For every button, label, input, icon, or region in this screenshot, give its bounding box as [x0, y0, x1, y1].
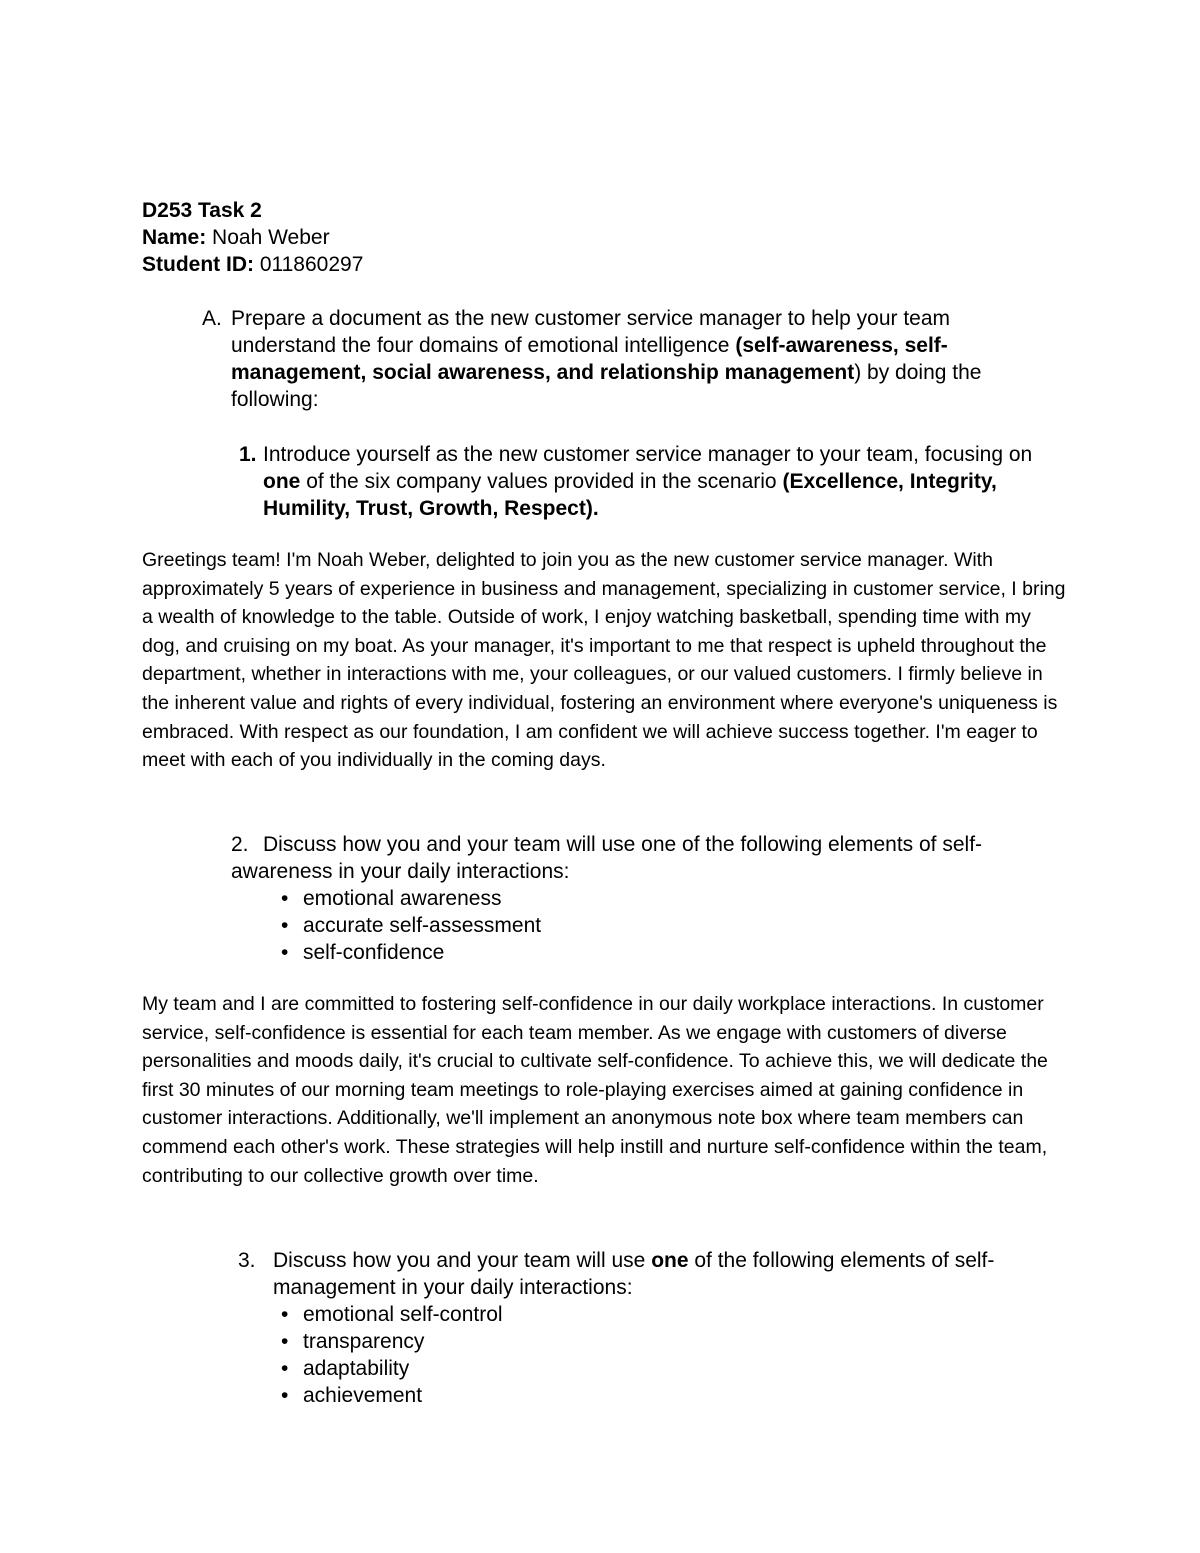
name-value: Noah Weber — [212, 226, 330, 249]
item-1-text-1: Introduce yourself as the new customer service manager to your team, focusing on — [263, 443, 1033, 466]
item-2-text: Discuss how you and your team will use one of the following elements of self-awareness in your daily interactions: — [231, 833, 983, 883]
task-a-marker: A. — [202, 307, 222, 330]
item-2-bullet: • emotional awareness — [281, 885, 1031, 912]
item-2-prompt — [231, 831, 1031, 966]
item-1-values: (Excellence, Integrity, Humility, Trust, Growth, Respect). — [263, 470, 997, 520]
item-1-text-2: of the six company values provided in the scenario — [306, 470, 777, 493]
name-label: Name — [142, 226, 200, 249]
item-3-bullet: • achievement — [281, 1382, 1053, 1409]
student-id-label: Student ID: — [142, 253, 254, 276]
document-title: D253 Task 2 — [142, 199, 262, 222]
task-a-text-2: ) by doing the following: — [231, 361, 982, 411]
student-id-line — [142, 251, 363, 278]
response-2-paragraph: My team and I are committed to fostering self-confidence in our daily workplace interactions. In customer service, self-confidence is essential for each team member. As we engage with customers of diverse personalities and moods daily, it's crucial to cultivate self-confidence. To achieve this, we will dedicate the first 30 minutes of our morning team meetings to role-playing exercises aimed at gaining confidence in customer interactions. Additionally, we'll implement an anonymous note box where team members can commend each other's work. These strategies will help instill and nurture self-confidence within the team, contributing to our collective growth over time. — [142, 993, 1048, 1187]
item-3-prompt — [238, 1247, 1053, 1409]
task-a-prompt — [202, 305, 1051, 413]
item-3-bullet: • emotional self-control — [281, 1301, 1053, 1328]
item-3-bullet-list — [281, 1301, 1053, 1409]
item-1-marker: 1. — [239, 443, 257, 466]
item-3-text-1: Discuss how you and your team will use — [273, 1249, 646, 1272]
item-3-text-2: of the following elements of self-management in your daily interactions: — [273, 1249, 995, 1299]
item-3-bullet: • transparency — [281, 1328, 1053, 1355]
item-2-bullet-list — [281, 885, 1031, 966]
item-1-bold-one: one — [263, 470, 301, 493]
document-title-line — [142, 197, 363, 224]
task-a-domains: (self-awareness, self-management, social awareness, and relationship management — [231, 334, 948, 384]
item-3-bold-one: one — [651, 1249, 689, 1272]
document-header — [142, 197, 363, 278]
name-colon: : — [199, 226, 207, 249]
item-2-marker: 2. — [231, 833, 249, 856]
student-id-value: 011860297 — [259, 253, 364, 276]
item-3-bullet: • adaptability — [281, 1355, 1053, 1382]
item-2-bullet: • self-confidence — [281, 939, 1031, 966]
item-2-bullet: • accurate self-assessment — [281, 912, 1031, 939]
item-3-marker: 3. — [238, 1249, 256, 1272]
item-1-prompt — [239, 441, 1043, 522]
task-a-text-1: Prepare a document as the new customer service manager to help your team understand the four domains of emotional intelligence — [231, 307, 951, 357]
response-1-paragraph: Greetings team! I'm Noah Weber, delighted to join you as the new customer service manager. With approximately 5 years of experience in business and management, specializing in customer service, I bring a wealth of knowledge to the table. Outside of work, I enjoy watching basketball, spending time with my dog, and cruising on my boat. As your manager, it's important to me that respect is upheld throughout the department, whether in interactions with me, your colleagues, or our valued customers. I firmly believe in the inherent value and rights of every individual, fostering an environment where everyone's uniqueness is embraced. With respect as our foundation, I am confident we will achieve success together. I'm eager to meet with each of you individually in the coming days. — [142, 549, 1066, 772]
name-line — [142, 224, 363, 251]
